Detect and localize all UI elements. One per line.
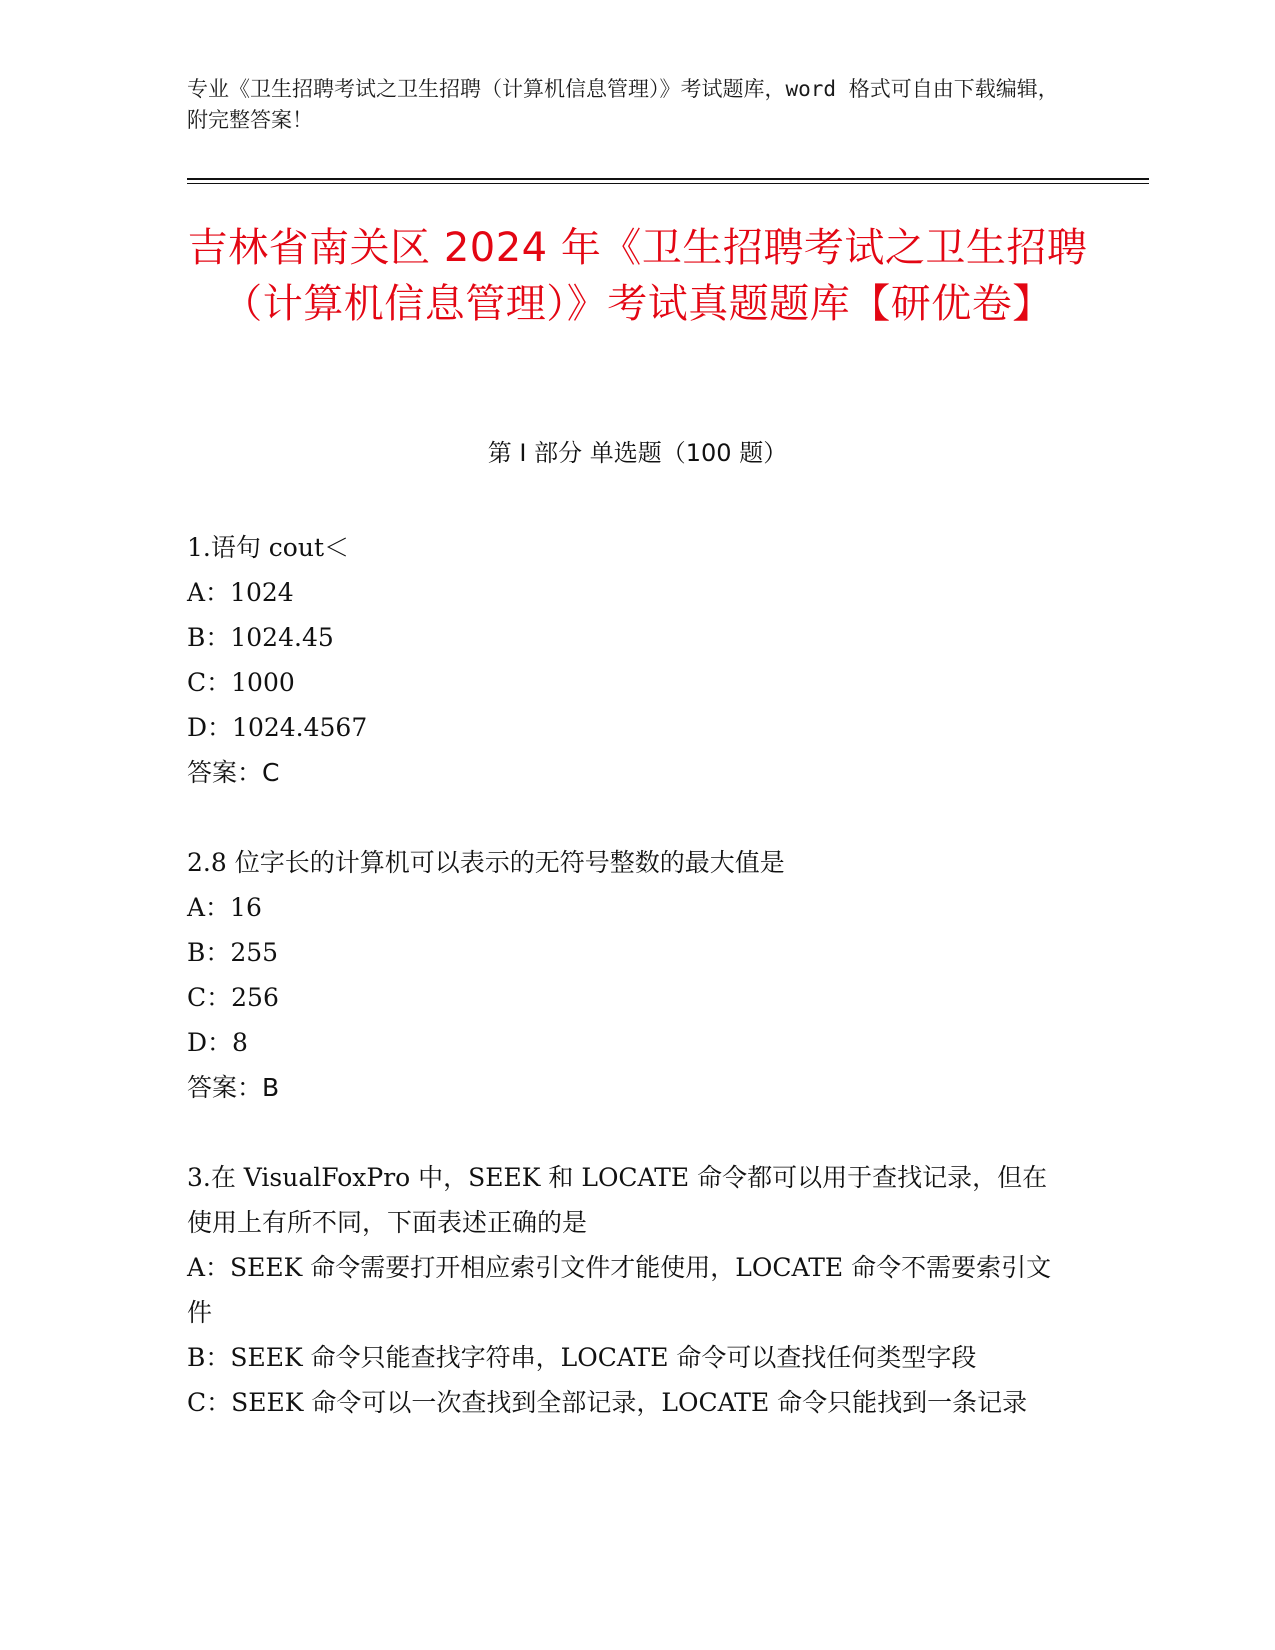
- option-a: A：16: [187, 893, 262, 922]
- header-divider-thin: [187, 183, 1149, 184]
- question-stem: 2.8 位字长的计算机可以表示的无符号整数的最大值是: [187, 848, 785, 877]
- answer: 答案：C: [187, 758, 280, 787]
- option-a: A：SEEK 命令需要打开相应索引文件才能使用，LOCATE 命令不需要索引文件: [187, 1253, 1052, 1327]
- option-c: C：SEEK 命令可以一次查找到全部记录，LOCATE 命令只能找到一条记录: [187, 1388, 1028, 1417]
- option-c: C：1000: [187, 668, 295, 697]
- question-stem: 1.语句 cout＜: [187, 533, 349, 562]
- header-divider-thick: [187, 178, 1149, 180]
- header-description: 专业《卫生招聘考试之卫生招聘（计算机信息管理）》考试题库，word 格式可自由下载编辑，附完整答案！: [187, 77, 1059, 132]
- option-a: A：1024: [187, 578, 294, 607]
- option-d: D：1024.4567: [187, 713, 368, 742]
- answer: 答案：B: [187, 1073, 280, 1102]
- question-3: [187, 1155, 1067, 1425]
- question-1: [187, 525, 1067, 795]
- option-b: B：1024.45: [187, 623, 334, 652]
- section-heading: 第 I 部分 单选题（100 题）: [487, 439, 788, 467]
- option-c: C：256: [187, 983, 279, 1012]
- question-list: [187, 525, 1067, 1470]
- option-d: D：8: [187, 1028, 248, 1057]
- question-2: [187, 840, 1067, 1110]
- option-b: B：255: [187, 938, 279, 967]
- document-title: 吉林省南关区 2024 年《卫生招聘考试之卫生招聘（计算机信息管理）》考试真题题库【研优卷】: [187, 225, 1088, 327]
- question-stem: 3.在 VisualFoxPro 中，SEEK 和 LOCATE 命令都可以用于查找记录，但在使用上有所不同，下面表述正确的是: [187, 1163, 1048, 1237]
- option-b: B：SEEK 命令只能查找字符串，LOCATE 命令可以查找任何类型字段: [187, 1343, 977, 1372]
